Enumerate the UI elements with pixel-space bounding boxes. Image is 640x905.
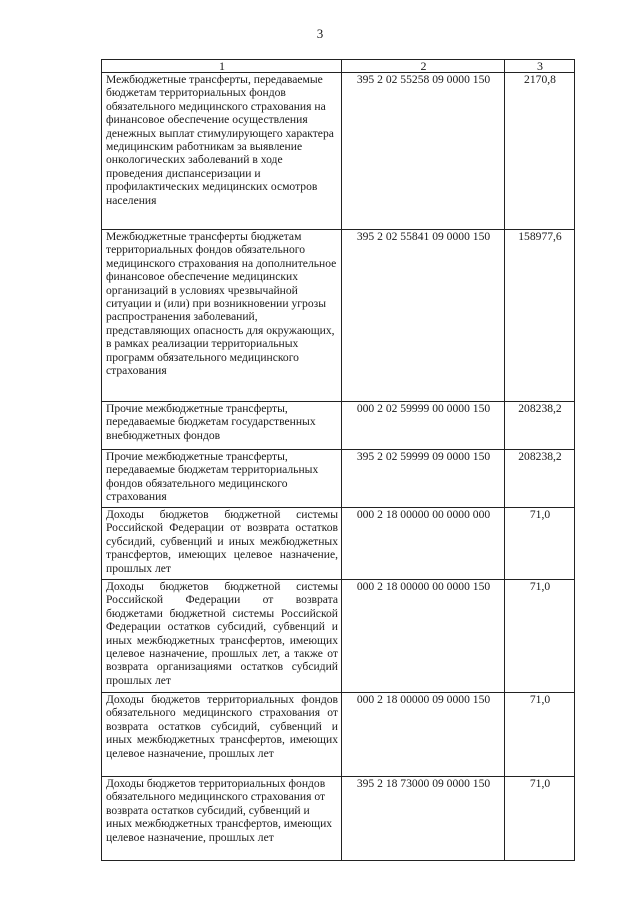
table-row xyxy=(102,508,575,580)
budget-revenue-table xyxy=(101,59,575,861)
row-description: Прочие межбюджетные трансферты, передаваемые бюджетам территориальных фондов обязательного медицинского страхования xyxy=(102,450,342,508)
table-row xyxy=(102,73,575,230)
row-code: 395 2 02 59999 09 0000 150 xyxy=(342,450,505,508)
row-amount: 71,0 xyxy=(505,777,575,861)
table-row xyxy=(102,580,575,693)
row-description: Прочие межбюджетные трансферты, передаваемые бюджетам государственных внебюджетных фондов xyxy=(102,402,342,450)
row-code: 000 2 18 00000 00 0000 150 xyxy=(342,580,505,693)
row-description: Доходы бюджетов территориальных фондов обязательного медицинского страхования от возврата остатков субсидий, субвенций и иных межбюджетных трансфертов, имеющих целевое назначение, прошлых лет xyxy=(102,693,342,777)
table-row xyxy=(102,777,575,861)
row-code: 395 2 18 73000 09 0000 150 xyxy=(342,777,505,861)
header-row xyxy=(102,60,575,73)
table-row xyxy=(102,450,575,508)
row-code: 395 2 02 55841 09 0000 150 xyxy=(342,230,505,402)
row-description: Межбюджетные трансферты бюджетам территориальных фондов обязательного медицинского страхования на дополнительное финансовое обеспечение медицинских организаций в условиях чрезвычайной ситуации и (или) при возникновении угрозы распространения заболеваний, представляющих опасность для окружающих, в рамках реализации территориальных программ обязательного медицинского страхования xyxy=(102,230,342,402)
row-description: Доходы бюджетов бюджетной системы Российской Федерации от возврата остатков субсидий, субвенций и иных межбюджетных трансфертов, имеющих целевое назначение, прошлых лет xyxy=(102,508,342,580)
row-description: Доходы бюджетов бюджетной системы Российской Федерации от возврата бюджетами бюджетной системы Российской Федерации остатков субсидий, субвенций и иных межбюджетных трансфертов, имеющих целевое назначение, прошлых лет, а также от возврата организациями остатков субсидий прошлых лет xyxy=(102,580,342,693)
row-amount: 158977,6 xyxy=(505,230,575,402)
column-header-1: 1 xyxy=(102,60,342,73)
row-code: 000 2 18 00000 00 0000 000 xyxy=(342,508,505,580)
row-amount: 71,0 xyxy=(505,693,575,777)
row-amount: 2170,8 xyxy=(505,73,575,230)
column-header-2: 2 xyxy=(342,60,505,73)
row-description: Доходы бюджетов территориальных фондов обязательного медицинского страхования от возврата остатков субсидий, субвенций и иных межбюджетных трансфертов, имеющих целевое назначение, прошлых лет xyxy=(102,777,342,861)
table-body xyxy=(102,73,575,861)
row-code: 000 2 18 00000 09 0000 150 xyxy=(342,693,505,777)
row-amount: 71,0 xyxy=(505,580,575,693)
row-code: 000 2 02 59999 00 0000 150 xyxy=(342,402,505,450)
row-description: Межбюджетные трансферты, передаваемые бюджетам территориальных фондов обязательного медицинского страхования на финансовое обеспечение осуществления денежных выплат стимулирующего характера медицинским работникам за выявление онкологических заболеваний в ходе проведения диспансеризации и профилактических медицинских осмотров населения xyxy=(102,73,342,230)
row-code: 395 2 02 55258 09 0000 150 xyxy=(342,73,505,230)
table-row xyxy=(102,230,575,402)
page-number: 3 xyxy=(316,26,324,41)
table-row xyxy=(102,402,575,450)
row-amount: 208238,2 xyxy=(505,402,575,450)
column-header-3: 3 xyxy=(505,60,575,73)
table-header xyxy=(102,60,575,73)
table-row xyxy=(102,693,575,777)
row-amount: 208238,2 xyxy=(505,450,575,508)
row-amount: 71,0 xyxy=(505,508,575,580)
